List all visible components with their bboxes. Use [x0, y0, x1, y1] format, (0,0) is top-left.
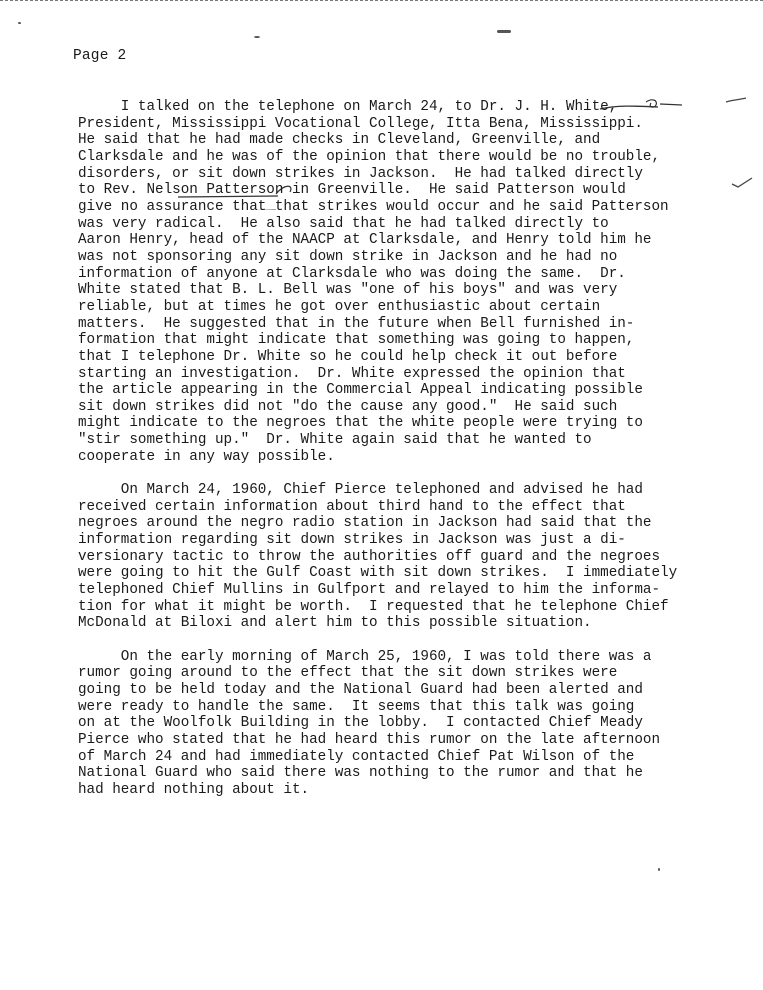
- page-number: Page 2: [73, 48, 127, 64]
- text-line: McDonald at Biloxi and alert him to this possible situation.: [78, 615, 592, 632]
- scan-speck: [18, 22, 21, 24]
- text-line: On the early morning of March 25, 1960, I was told there was a: [78, 648, 652, 665]
- text-line: cooperate in any way possible.: [78, 448, 335, 465]
- text-line: on at the Woolfolk Building in the lobby. I contacted Chief Meady: [78, 715, 643, 732]
- text-line: versionary tactic to throw the authorities off guard and the negroes: [78, 548, 661, 565]
- text-line: were ready to handle the same. It seems that this talk was going: [78, 698, 635, 715]
- paragraph: [78, 649, 718, 799]
- text-line: rumor going around to the effect that the sit down strikes were: [78, 665, 618, 682]
- scan-speck: [497, 30, 511, 33]
- scan-speck: [254, 36, 260, 38]
- text-line: tion for what it might be worth. I requested that he telephone Chief: [78, 598, 669, 615]
- text-line: I talked on the telephone on March 24, to Dr. J. H. White,: [78, 99, 618, 115]
- text-line: to Rev. Nelson Patterson in Greenville. He said Patterson would: [78, 182, 626, 199]
- text-line: information regarding sit down strikes in Jackson was just a di-: [78, 532, 626, 549]
- text-line: of March 24 and had immediately contacted Chief Pat Wilson of the: [78, 748, 635, 765]
- text-line: disorders, or sit down strikes in Jackson. He had talked directly: [78, 165, 643, 182]
- text-line: "stir something up." Dr. White again said that he wanted to: [78, 432, 592, 449]
- margin-check-mark: [730, 176, 760, 192]
- paragraph: [78, 99, 718, 465]
- text-line: Clarksdale and he was of the opinion that there would be no trouble,: [78, 148, 661, 165]
- text-line: had heard nothing about it.: [78, 781, 310, 798]
- text-line: might indicate to the negroes that the white people were trying to: [78, 415, 643, 432]
- text-line: reliable, but at times he got over enthusiastic about certain: [78, 298, 601, 315]
- text-line: was very radical. He also said that he had talked directly to: [78, 215, 609, 232]
- text-line: Pierce who stated that he had heard this rumor on the late afternoon: [78, 731, 661, 748]
- text-line: National Guard who said there was nothing to the rumor and that he: [78, 765, 643, 782]
- text-line: matters. He suggested that in the future when Bell furnished in-: [78, 315, 635, 332]
- text-line: telephoned Chief Mullins in Gulfport and relayed to him the informa-: [78, 582, 661, 599]
- text-line: Aaron Henry, head of the NAACP at Clarksdale, and Henry told him he: [78, 232, 652, 249]
- scan-speck: [658, 868, 660, 871]
- margin-check-mark: [724, 92, 754, 108]
- text-line: President, Mississippi Vocational College, Itta Bena, Mississippi.: [78, 115, 643, 132]
- text-line: On March 24, 1960, Chief Pierce telephoned and advised he had: [78, 482, 643, 499]
- letter-body: [78, 99, 718, 815]
- text-line: that I telephone Dr. White so he could help check it out before: [78, 348, 618, 365]
- text-line: White stated that B. L. Bell was "one of his boys" and was very: [78, 282, 618, 299]
- text-line: negroes around the negro radio station in Jackson had said that the: [78, 515, 652, 532]
- text-line: were going to hit the Gulf Coast with sit down strikes. I immediately: [78, 565, 678, 582]
- perforated-edge: [0, 0, 763, 4]
- text-line: starting an investigation. Dr. White expressed the opinion that: [78, 365, 626, 382]
- text-line: sit down strikes did not "do the cause any good." He said such: [78, 398, 618, 415]
- text-line: was not sponsoring any sit down strike in Jackson and he had no: [78, 248, 618, 265]
- text-line: going to be held today and the National Guard had been alerted and: [78, 681, 643, 698]
- text-line: the article appearing in the Commercial Appeal indicating possible: [78, 382, 643, 399]
- text-line: received certain information about third hand to the effect that: [78, 498, 626, 515]
- text-line: give no assurance that that strikes would occur and he said Patterson: [78, 198, 669, 215]
- text-line: formation that might indicate that something was going to happen,: [78, 332, 635, 349]
- text-line: He said that he had made checks in Cleveland, Greenville, and: [78, 132, 601, 149]
- paragraph: [78, 482, 718, 632]
- text-line: information of anyone at Clarksdale who was doing the same. Dr.: [78, 265, 626, 282]
